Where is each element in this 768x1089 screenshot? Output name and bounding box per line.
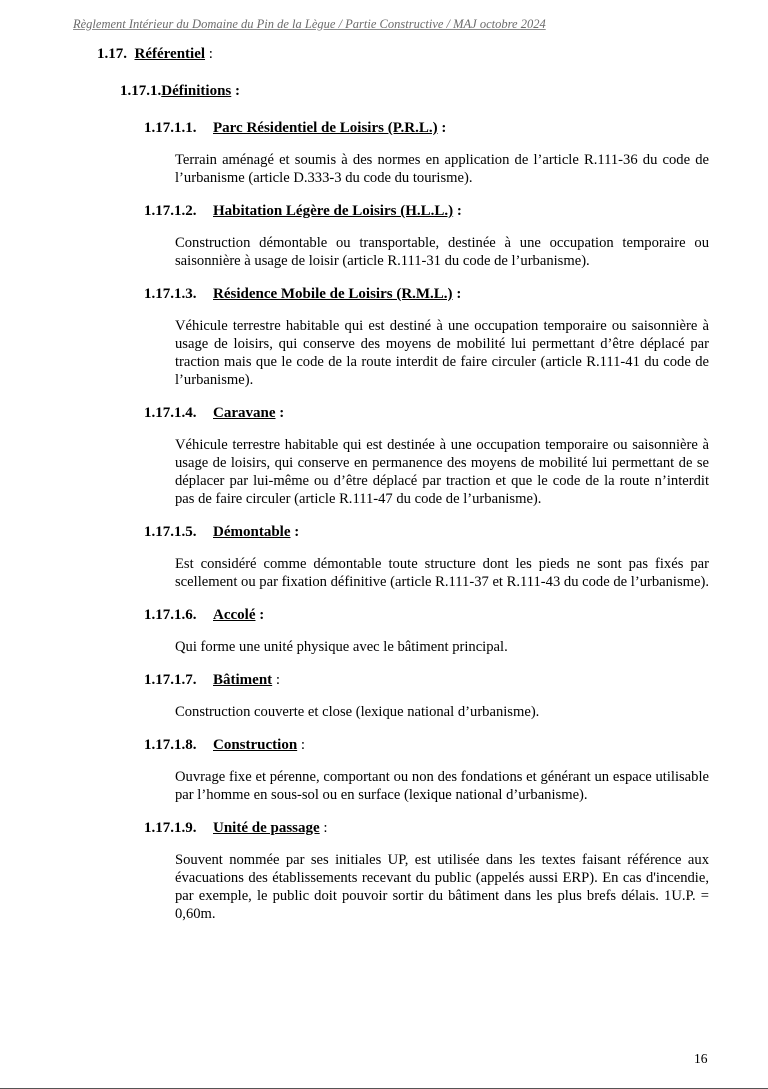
definition-term: Construction xyxy=(213,737,298,753)
definition-text: Est considéré comme démontable toute structure dont les pieds ne sont pas fixés par scellement ou par fixation définitive (article R.111-37 et R.111-43 du code de l’urbanisme). xyxy=(175,556,709,590)
definition-term: Habitation Légère de Loisirs (H.L.L.) xyxy=(213,203,454,219)
definition-colon: : xyxy=(272,672,281,688)
definition-number: 1.17.1.1. xyxy=(144,120,197,136)
section-heading xyxy=(97,46,213,63)
definition-heading xyxy=(144,605,709,625)
definition-term: Parc Résidentiel de Loisirs (P.R.L.) xyxy=(213,120,438,136)
definition-term: Résidence Mobile de Loisirs (R.M.L.) xyxy=(213,286,453,302)
definition-item xyxy=(144,670,709,721)
definition-item xyxy=(144,403,709,508)
definition-text: Véhicule terrestre habitable qui est destinée à une occupation temporaire ou saisonnière à usage de loisirs, qui conserve en permanence des moyens de mobilité lui permettant de se déplacer par lui-même ou d’être déplacé par traction et que le code de la route n’interdit pas de faire circuler (article R.111-47 du code de l’urbanisme). xyxy=(175,437,709,507)
definition-colon: : xyxy=(437,120,447,136)
definition-number: 1.17.1.8. xyxy=(144,737,197,753)
definition-term: Unité de passage xyxy=(213,820,320,836)
running-header: Règlement Intérieur du Domaine du Pin de la Lègue / Partie Constructive / MAJ octobre 2024 xyxy=(73,17,546,31)
subsection-number: 1.17.1. xyxy=(120,83,162,99)
definition-colon: : xyxy=(453,203,462,219)
definition-term: Caravane xyxy=(213,405,276,421)
definition-number: 1.17.1.3. xyxy=(144,286,197,302)
definition-number: 1.17.1.4. xyxy=(144,405,197,421)
definition-heading xyxy=(144,735,709,755)
definition-colon: : xyxy=(319,820,328,836)
definition-heading xyxy=(144,284,709,304)
definition-term: Bâtiment xyxy=(213,672,273,688)
definition-heading xyxy=(144,818,709,838)
definition-heading xyxy=(144,118,709,138)
definition-item xyxy=(144,735,709,804)
definition-text: Véhicule terrestre habitable qui est destiné à une occupation temporaire ou saisonnière à usage de loisirs, qui conserve des moyens de mobilité lui permettant d’être déplacé par traction mais que le code de la route interdit de faire circuler (article R.111-41 du code de l’urbanisme). xyxy=(175,318,709,388)
definitions-list xyxy=(144,118,709,937)
definition-colon: : xyxy=(255,607,265,623)
definition-item xyxy=(144,605,709,656)
definition-text: Souvent nommée par ses initiales UP, est utilisée dans les textes faisant référence aux évacuations des établissements recevant du public (appelés aussi ERP). En cas d'incendie, par exemple, le public doit pouvoir sortir du bâtiment dans les plus brefs délais. 1U.P. = 0,60m. xyxy=(175,852,709,922)
subsection-colon: : xyxy=(231,83,241,99)
definition-item xyxy=(144,201,709,270)
definition-heading xyxy=(144,670,709,690)
definition-colon: : xyxy=(275,405,285,421)
section-title: Référentiel xyxy=(134,46,206,62)
definition-colon: : xyxy=(297,737,306,753)
definition-item xyxy=(144,818,709,923)
definition-item xyxy=(144,522,709,591)
definition-item xyxy=(144,118,709,187)
definition-text: Qui forme une unité physique avec le bâtiment principal. xyxy=(175,639,508,655)
page-number: 16 xyxy=(694,1051,708,1066)
definition-item xyxy=(144,284,709,389)
definition-number: 1.17.1.9. xyxy=(144,820,197,836)
definition-number: 1.17.1.6. xyxy=(144,607,197,623)
section-number: 1.17. xyxy=(97,46,127,62)
definition-heading xyxy=(144,201,709,221)
definition-text: Ouvrage fixe et pérenne, comportant ou non des fondations et générant un espace utilisable par l’homme en sous-sol ou en surface (lexique national d’urbanisme). xyxy=(175,769,709,803)
definition-number: 1.17.1.5. xyxy=(144,524,197,540)
definition-text: Terrain aménagé et soumis à des normes en application de l’article R.111-36 du code de l’urbanisme (article D.333-3 du code du tourisme). xyxy=(175,152,709,186)
definition-colon: : xyxy=(290,524,300,540)
definition-term: Accolé xyxy=(213,607,256,623)
subsection-title: Définitions xyxy=(161,83,232,99)
definition-number: 1.17.1.2. xyxy=(144,203,197,219)
definition-term: Démontable xyxy=(213,524,291,540)
definition-colon: : xyxy=(452,286,462,302)
subsection-heading xyxy=(120,83,240,100)
definition-number: 1.17.1.7. xyxy=(144,672,197,688)
definition-text: Construction couverte et close (lexique national d’urbanisme). xyxy=(175,704,540,720)
definition-text: Construction démontable ou transportable, destinée à une occupation temporaire ou saisonnière à usage de loisir (article R.111-31 du code de l’urbanisme). xyxy=(175,235,709,269)
definition-heading xyxy=(144,403,709,423)
section-colon: : xyxy=(205,46,213,62)
definition-heading xyxy=(144,522,709,542)
